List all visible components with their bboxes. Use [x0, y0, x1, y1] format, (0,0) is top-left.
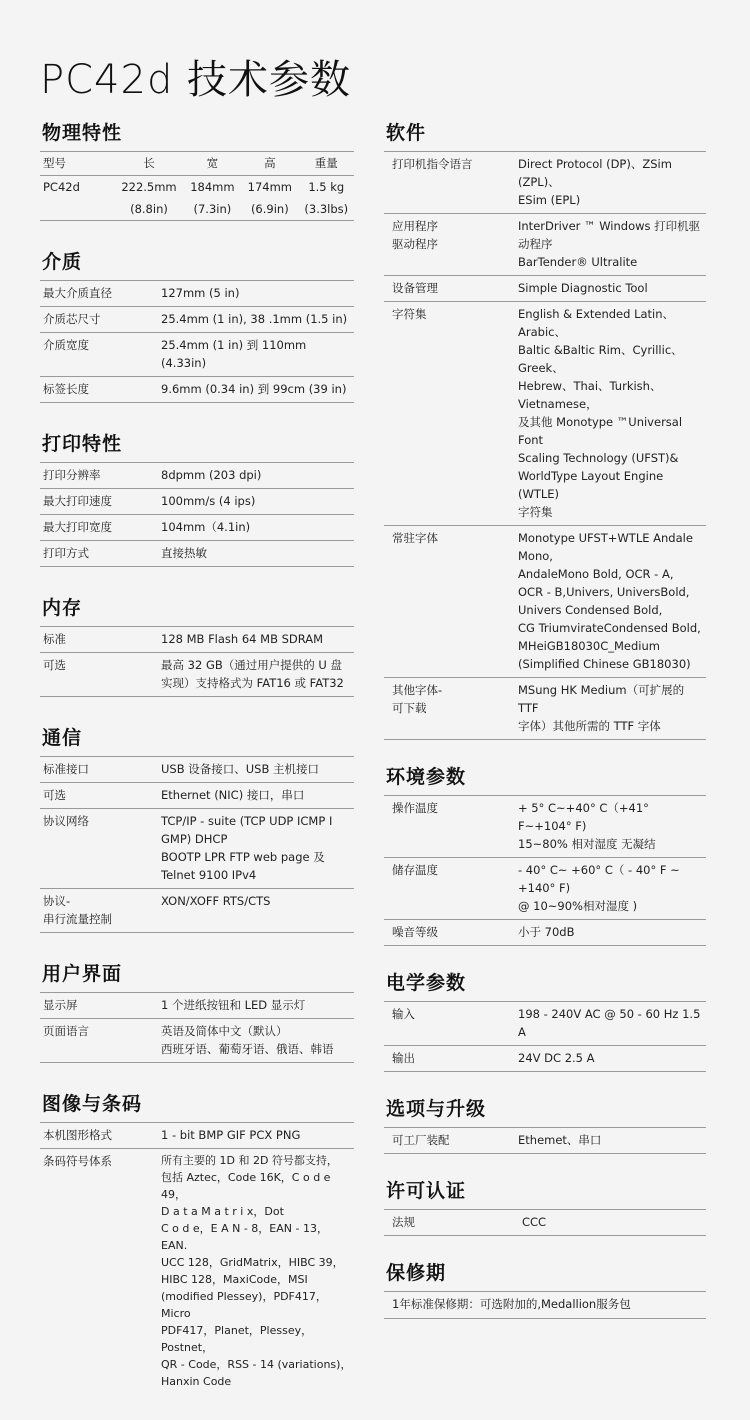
spec-row [40, 808, 354, 888]
warranty-section [384, 1258, 706, 1319]
section-title: 介质 [42, 251, 83, 273]
cell: 222.5mm [121, 180, 177, 194]
physical-row [40, 198, 354, 220]
spec-key: 常驻字体 [392, 531, 438, 545]
spec-row [384, 275, 706, 301]
spec-value: 1 - bit BMP GIF PCX PNG [161, 1128, 301, 1142]
spec-row [384, 1209, 706, 1235]
spec-key: 最大打印宽度 [43, 520, 112, 534]
spec-key: 页面语言 [43, 1024, 89, 1038]
section-title: 环境参数 [386, 766, 467, 788]
graphics-section [40, 1089, 354, 1394]
spec-value: 128 MB Flash 64 MB SDRAM [161, 632, 324, 646]
spec-row [384, 795, 706, 857]
spec-rows [384, 1127, 706, 1154]
left-column [40, 118, 354, 1420]
spec-value: 127mm (5 in) [161, 286, 240, 300]
spec-key: 噪音等级 [392, 925, 438, 939]
spec-row [384, 1127, 706, 1153]
spec-key: 本机图形格式 [43, 1128, 112, 1142]
header-cell: 型号 [43, 156, 66, 170]
spec-key: 应用程序 驱动程序 [392, 219, 438, 251]
physical-section [40, 118, 354, 221]
ui-section [40, 959, 354, 1063]
section-title: 物理特性 [42, 122, 123, 144]
spec-row [40, 280, 354, 306]
comm-section [40, 723, 354, 933]
spec-value: 直接热敏 [161, 546, 207, 560]
spec-value: TCP/IP - suite (TCP UDP ICMP I GMP) DHCP BOOTP LPR FTP web page 及 Telnet 9100 IPv4 [161, 814, 333, 882]
spec-value: 所有主要的 1D 和 2D 符号都支持， 包括 Aztec，Code 16K，C o d e 49， D a t a M a t r i x，Dot C o d e，E A N - 8，EAN - 13，EAN. UCC 128，GridMatrix，HIBC 39， HIBC 128，MaxiCode，MSI (modified Plessey)，PDF417，Micro PDF417，Planet，Plessey，Postnet， QR - Code，RSS - 14 (variations)， Hanxin Code [161, 1154, 352, 1388]
spec-row [40, 376, 354, 402]
spec-row [40, 756, 354, 782]
spec-row [384, 301, 706, 525]
spec-row [384, 1045, 706, 1071]
spec-value: 1 个进纸按钮和 LED 显示灯 [161, 998, 306, 1012]
cell: PC42d [43, 180, 80, 194]
cell: (6.9in) [250, 202, 289, 216]
env-section [384, 762, 706, 946]
spec-row [384, 919, 706, 945]
spec-row [40, 1018, 354, 1062]
spec-key: 最大介质直径 [43, 286, 112, 300]
spec-value: CCC [522, 1215, 547, 1229]
spec-key: 最大打印速度 [43, 494, 112, 508]
spec-value: 100mm/s (4 ips) [161, 494, 256, 508]
spec-value: InterDriver ™ Windows 打印机驱动程序 BarTender® Ultralite [518, 219, 701, 269]
spec-value: Ethernet (NIC) 接口，串口 [161, 788, 305, 802]
spec-key: 协议网络 [43, 814, 89, 828]
cell: 1.5 kg [308, 180, 345, 194]
license-section [384, 1176, 706, 1236]
section-title: 打印特性 [42, 433, 123, 455]
spec-rows [40, 1122, 354, 1394]
spec-key: 协议- 串行流量控制 [43, 894, 112, 926]
memory-section [40, 593, 354, 697]
electrical-section [384, 968, 706, 1072]
software-section [384, 118, 706, 740]
media-section [40, 247, 354, 403]
spec-value: USB 设备接口、USB 主机接口 [161, 762, 320, 776]
spec-row [40, 888, 354, 932]
spec-row [40, 462, 354, 488]
spec-value: Direct Protocol (DP)、ZSim (ZPL)、 ESim (EPL) [518, 157, 672, 207]
spec-row [40, 1122, 354, 1148]
spec-key: 输出 [392, 1051, 415, 1065]
spec-key: 打印分辨率 [43, 468, 101, 482]
section-title: 用户界面 [42, 963, 123, 985]
spec-row [384, 213, 706, 275]
spec-key: 可工厂装配 [392, 1133, 450, 1147]
section-title: 图像与条码 [42, 1093, 143, 1115]
spec-key: 介质芯尺寸 [43, 312, 101, 326]
spec-value: XON/XOFF RTS/CTS [161, 894, 271, 908]
spec-value: English & Extended Latin、Arabic、 Baltic &Baltic Rim、Cyrillic、Greek、 Hebrew、Thai、Turkish、Vietnamese， 及其他 Monotype ™Universal Font Scaling Technology (UFST)& WorldType Layout Engine (WTLE) 字符集 [518, 307, 683, 519]
page-title: PC42d 技术参数 [40, 57, 352, 103]
right-column [384, 118, 706, 1341]
physical-row [40, 176, 354, 198]
spec-row [40, 626, 354, 652]
spec-row [384, 677, 706, 739]
print-section [40, 429, 354, 567]
spec-row [40, 332, 354, 376]
spec-key: 法规 [392, 1215, 415, 1229]
section-title: 选项与升级 [386, 1098, 487, 1120]
spec-value: 最高 32 GB（通过用户提供的 U 盘 实现）支持格式为 FAT16 或 FAT32 [161, 658, 344, 690]
spec-key: 打印机指令语言 [392, 157, 473, 171]
cell [40, 200, 114, 218]
spec-rows [40, 462, 354, 567]
spec-value: 25.4mm (1 in), 38 .1mm (1.5 in) [161, 312, 348, 326]
spec-key: 其他字体- 可下载 [392, 683, 443, 715]
spec-rows [40, 280, 354, 403]
spec-value: + 5° C~+40° C（+41° F~+104° F) 15~80% 相对湿度 无凝结 [518, 801, 656, 851]
spec-value: 英语及简体中文（默认） 西班牙语、葡萄牙语、俄语、韩语 [161, 1024, 334, 1056]
header-cell: 重量 [314, 156, 338, 170]
section-title: 电学参数 [386, 972, 467, 994]
cell: 184mm [190, 180, 235, 194]
spec-key: 标准接口 [43, 762, 89, 776]
section-title: 内存 [42, 597, 83, 619]
spec-rows [384, 795, 706, 946]
spec-rows [40, 756, 354, 933]
spec-value: 小于 70dB [518, 925, 575, 939]
spec-key: 操作温度 [392, 801, 438, 815]
spec-key: 输入 [392, 1007, 415, 1021]
spec-key: 可选 [43, 788, 66, 802]
header-cell: 宽 [206, 156, 219, 170]
spec-value: 24V DC 2.5 A [518, 1051, 595, 1065]
spec-row [40, 540, 354, 566]
spec-row [384, 1001, 706, 1045]
spec-key: 字符集 [392, 307, 427, 321]
spec-row [40, 992, 354, 1018]
spec-row [384, 857, 706, 919]
physical-header-row [40, 152, 354, 176]
spec-value: Simple Diagnostic Tool [518, 281, 648, 295]
spec-value: MSung HK Medium（可扩展的 TTF 字体）其他所需的 TTF 字体 [518, 683, 685, 733]
section-title: 许可认证 [386, 1180, 467, 1202]
spec-value: Ethemet、串口 [518, 1133, 602, 1147]
spec-key: 储存温度 [392, 863, 438, 877]
spec-rows [40, 992, 354, 1063]
physical-table [40, 151, 354, 221]
spec-row [384, 525, 706, 677]
spec-key: 标准 [43, 632, 66, 646]
spec-row [40, 782, 354, 808]
section-title: 通信 [42, 727, 83, 749]
spec-row [40, 652, 354, 696]
spec-rows [40, 626, 354, 697]
spec-key: 介质宽度 [43, 338, 89, 352]
spec-row [40, 488, 354, 514]
options-section [384, 1094, 706, 1154]
spec-key: 可选 [43, 658, 66, 672]
spec-rows [384, 151, 706, 740]
spec-key: 设备管理 [392, 281, 438, 295]
spec-row [40, 1148, 354, 1394]
header-cell: 长 [143, 156, 155, 170]
section-title: 保修期 [386, 1262, 447, 1284]
spec-key: 标签长度 [43, 382, 89, 396]
cell: (3.3lbs) [304, 202, 349, 216]
spec-value: 198 - 240V AC @ 50 - 60 Hz 1.5 A [518, 1007, 701, 1039]
spec-value: - 40° C~ +60° C（ - 40° F ~ +140° F) @ 10~90%相对湿度 ) [518, 863, 680, 913]
header-cell: 高 [264, 156, 276, 170]
spec-row [40, 306, 354, 332]
spec-value: 104mm（4.1in) [161, 520, 251, 534]
spec-row [384, 151, 706, 213]
spec-value: 9.6mm (0.34 in) 到 99cm (39 in) [161, 382, 347, 396]
spec-key: 条码符号体系 [43, 1154, 112, 1168]
cell: 174mm [247, 180, 292, 194]
spec-value: 8dpmm (203 dpi) [161, 468, 262, 482]
cell: (8.8in) [130, 202, 168, 216]
spec-key: 打印方式 [43, 546, 89, 560]
spec-value: Monotype UFST+WTLE Andale Mono, AndaleMono Bold, OCR - A, OCR - B,Univers, UniversBold, Univers Condensed Bold, CG TriumvirateCondensed Bold, MHeiGB18030C_Medium (Simplified Chinese GB18030) [518, 531, 701, 671]
spec-key: 显示屏 [43, 998, 78, 1012]
spec-row [40, 514, 354, 540]
spec-value: 25.4mm (1 in) 到 110mm (4.33in) [161, 338, 307, 370]
cell: (7.3in) [193, 202, 232, 216]
warranty-text: 1年标准保修期：可选附加的,Medallion服务包 [384, 1291, 706, 1319]
section-title: 软件 [386, 122, 427, 144]
spec-rows [384, 1001, 706, 1072]
